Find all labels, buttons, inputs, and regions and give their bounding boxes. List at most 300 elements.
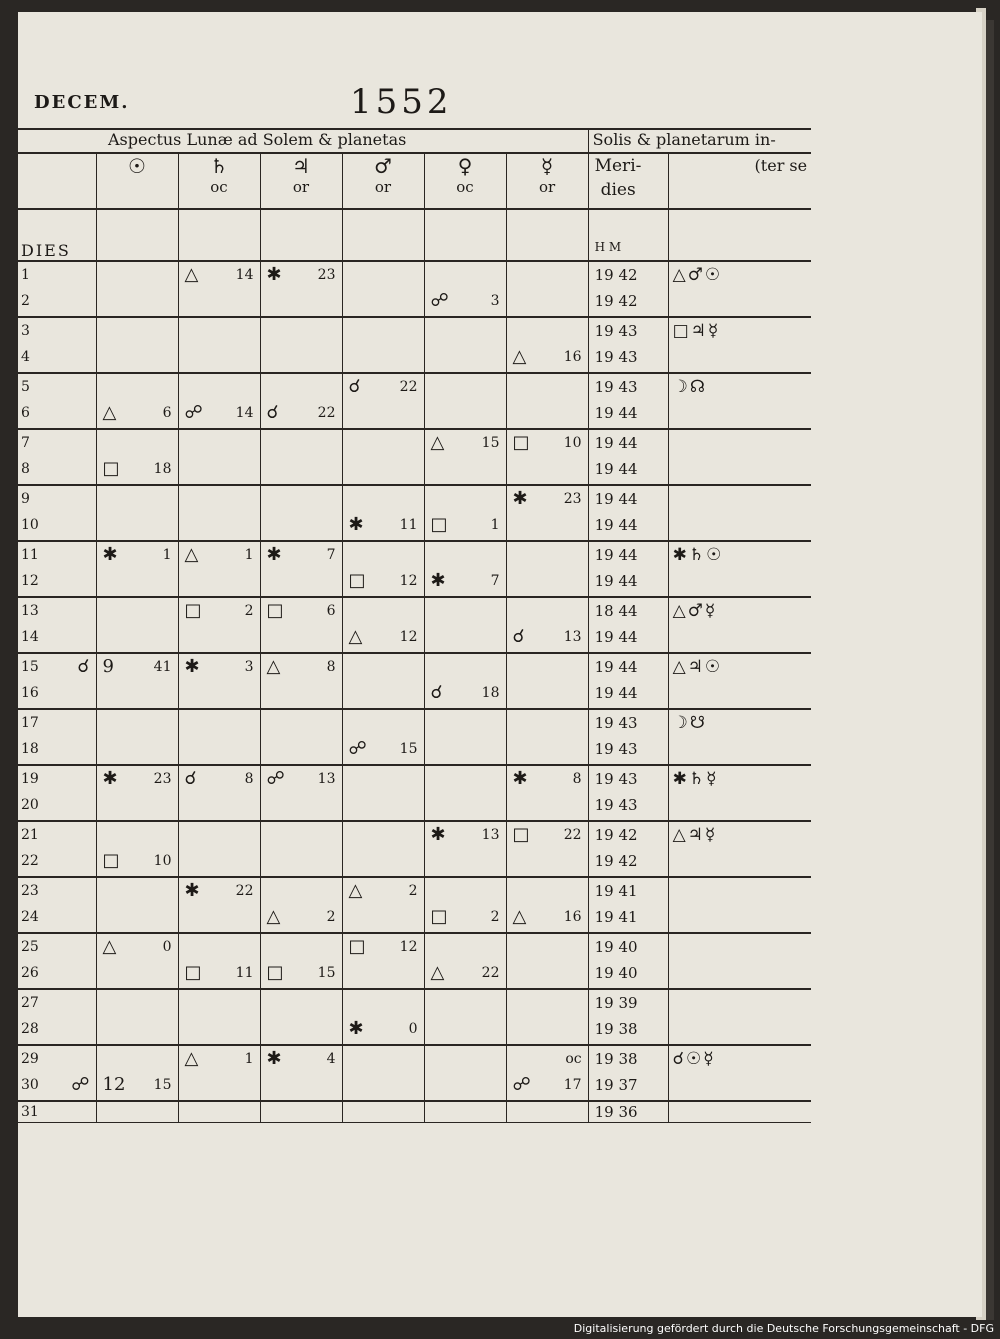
planet-header-cell xyxy=(96,153,178,209)
terse-label: (ter se xyxy=(754,156,808,175)
aspect-degree: 10 xyxy=(153,853,172,869)
meridies-cell xyxy=(588,317,668,373)
aspect-degree: 12 xyxy=(399,629,418,645)
aspect-line xyxy=(343,486,424,512)
aspect-degree: 2 xyxy=(244,603,254,619)
aspect-line xyxy=(343,1072,424,1098)
aspect-line xyxy=(343,598,424,624)
meridies-time: 19 39 xyxy=(594,994,638,1012)
aspect-line xyxy=(97,766,178,792)
aspect-line xyxy=(425,486,506,512)
day-numbers-cell xyxy=(18,541,96,597)
day-numbers-cell xyxy=(18,1045,96,1101)
day-line xyxy=(18,822,96,848)
aspect-degree: 10 xyxy=(563,435,582,451)
aspect-line xyxy=(507,374,588,400)
aspect-degree: 16 xyxy=(563,349,582,365)
aspect-cell xyxy=(506,597,588,653)
blank-cell xyxy=(506,1101,588,1123)
aspect-line xyxy=(261,512,342,538)
aspect-glyph: □ xyxy=(266,962,284,983)
aspect-line xyxy=(507,710,588,736)
day-numbers-cell xyxy=(18,429,96,485)
meridies-cell xyxy=(588,373,668,429)
aspect-line xyxy=(261,374,342,400)
aspect-cell xyxy=(178,541,260,597)
day-line xyxy=(18,1016,96,1042)
month-heading: DECEM. xyxy=(34,92,130,113)
aspect-degree: 2 xyxy=(408,883,418,899)
aspect-line xyxy=(507,736,588,762)
aspect-line xyxy=(343,766,424,792)
aspect-line xyxy=(261,262,342,288)
meridies-header xyxy=(588,153,668,209)
aspect-line xyxy=(179,878,260,904)
aspect-glyph: ✱ xyxy=(430,570,446,591)
dies-label: DIES xyxy=(21,241,71,260)
day-numbers-cell xyxy=(18,261,96,317)
aspect-cell xyxy=(424,821,506,877)
day-pair-row xyxy=(18,933,811,989)
meridies-time: 19 43 xyxy=(594,348,638,366)
aspect-degree: 17 xyxy=(563,1077,582,1093)
aspect-degree: 13 xyxy=(317,771,336,787)
aspect-line xyxy=(261,288,342,314)
aspect-line xyxy=(507,654,588,680)
aspect-line xyxy=(261,848,342,874)
aspect-degree: 23 xyxy=(153,771,172,787)
aspect-glyph: ☍ xyxy=(512,1074,531,1095)
aspect-line xyxy=(261,878,342,904)
aspect-line xyxy=(179,1046,260,1072)
aspect-glyph: ☌ xyxy=(348,376,361,397)
aspect-line xyxy=(97,486,178,512)
aspect-line xyxy=(507,430,588,456)
aspect-line xyxy=(425,654,506,680)
aspect-line xyxy=(343,374,424,400)
aspect-line xyxy=(425,288,506,314)
aspect-line xyxy=(507,1046,588,1072)
aspect-degree: 22 xyxy=(399,379,418,395)
aspect-cell xyxy=(178,429,260,485)
hm-label: H M xyxy=(594,240,622,254)
aspect-line xyxy=(179,318,260,344)
meridies-cell xyxy=(588,821,668,877)
day-pair-row xyxy=(18,821,811,877)
day-line xyxy=(18,568,96,594)
meridies-cell xyxy=(588,429,668,485)
day-line xyxy=(18,904,96,930)
aspect-line xyxy=(97,654,178,680)
aspect-line xyxy=(261,486,342,512)
aspect-line xyxy=(179,960,260,986)
aspect-degree: 22 xyxy=(563,827,582,843)
aspect-cell xyxy=(96,317,178,373)
aspect-cell xyxy=(342,989,424,1045)
dfg-footer: Digitalisierung gefördert durch die Deutsche Forschungsgemeinschaft - DFG xyxy=(573,1322,994,1335)
aspect-cell xyxy=(260,765,342,821)
aspect-glyph: △ xyxy=(266,906,281,927)
header-blank xyxy=(18,153,96,209)
hm-header-cell xyxy=(588,209,668,261)
aspect-line xyxy=(261,960,342,986)
aspect-line xyxy=(425,990,506,1016)
aspect-degree: 12 xyxy=(399,939,418,955)
aspect-glyph: ☍ xyxy=(266,768,285,789)
aspect-cell xyxy=(96,261,178,317)
aspect-line xyxy=(97,568,178,594)
meridies-time: 19 42 xyxy=(594,852,638,870)
aspect-degree: 22 xyxy=(235,883,254,899)
day-pair-row xyxy=(18,317,811,373)
aspect-line xyxy=(507,1016,588,1042)
aspect-line xyxy=(179,904,260,930)
aspect-line xyxy=(507,990,588,1016)
aspect-glyph: △ xyxy=(184,1048,199,1069)
day-line xyxy=(18,680,96,706)
day-numbers-cell xyxy=(18,653,96,709)
aspect-line xyxy=(261,344,342,370)
aspect-line xyxy=(261,934,342,960)
aspect-line xyxy=(343,542,424,568)
aspect-line xyxy=(179,848,260,874)
aspect-cell xyxy=(342,765,424,821)
aspect-line xyxy=(507,542,588,568)
meridies-cell xyxy=(588,877,668,933)
conjunction-note: ✱♄☿ xyxy=(672,769,719,789)
day-numbers-cell xyxy=(18,373,96,429)
meridies-time: 19 43 xyxy=(594,740,638,758)
aspect-line xyxy=(425,1046,506,1072)
aspect-cell xyxy=(342,317,424,373)
aspect-cell xyxy=(178,933,260,989)
meridies-time: 19 44 xyxy=(594,404,638,422)
aspect-line xyxy=(507,598,588,624)
aspect-line xyxy=(97,1016,178,1042)
aspect-degree: 6 xyxy=(326,603,336,619)
aspect-line xyxy=(97,1072,178,1098)
day-line xyxy=(18,624,96,650)
aspect-cell xyxy=(506,485,588,541)
planet-symbol: ☉ xyxy=(128,154,146,178)
year-heading: 1552 xyxy=(350,82,453,122)
aspect-glyph: ☌ xyxy=(77,656,90,677)
day-number: 9 xyxy=(21,491,30,507)
planet-symbol: ♄ xyxy=(210,154,228,178)
aspect-cell xyxy=(342,1045,424,1101)
aspect-glyph: ☍ xyxy=(348,738,367,759)
aspect-line xyxy=(507,400,588,426)
conjunction-note-cell xyxy=(668,765,811,821)
aspect-line xyxy=(261,654,342,680)
solis-title-cell xyxy=(588,129,811,153)
day-line xyxy=(18,344,96,370)
meridies-time: 19 40 xyxy=(594,938,638,956)
day-number: 30 xyxy=(21,1077,39,1093)
aspect-line xyxy=(343,568,424,594)
blank-cell xyxy=(178,209,260,261)
aspect-glyph: ☍ xyxy=(430,290,449,311)
aspect-glyph: □ xyxy=(266,600,284,621)
aspect-line xyxy=(507,624,588,650)
aspect-cell xyxy=(260,485,342,541)
meridies-time: 19 44 xyxy=(594,628,638,646)
aspect-degree: 2 xyxy=(490,909,500,925)
day-pair-row xyxy=(18,877,811,933)
day-numbers-cell xyxy=(18,989,96,1045)
day-number: 24 xyxy=(21,909,39,925)
aspect-cell xyxy=(96,989,178,1045)
aspect-degree: 18 xyxy=(153,461,172,477)
aspect-line xyxy=(507,262,588,288)
aspect-glyph: ✱ xyxy=(266,1048,282,1069)
aspect-line xyxy=(97,736,178,762)
aspect-cell xyxy=(506,261,588,317)
day-line xyxy=(18,288,96,314)
day-line xyxy=(18,512,96,538)
aspect-line xyxy=(261,598,342,624)
aspect-glyph: △ xyxy=(184,264,199,285)
aspect-degree: 1 xyxy=(490,517,500,533)
day-line xyxy=(18,878,96,904)
blank-cell xyxy=(96,1101,178,1123)
aspect-line xyxy=(97,344,178,370)
day-31-row xyxy=(18,1101,811,1123)
aspect-line xyxy=(97,710,178,736)
day-numbers-cell xyxy=(18,709,96,765)
conjunction-note-cell xyxy=(668,597,811,653)
meridies-cell xyxy=(588,1101,668,1123)
planet-symbol: ♂ xyxy=(374,154,392,178)
aspect-line xyxy=(97,598,178,624)
day-number: 28 xyxy=(21,1021,39,1037)
aspect-line xyxy=(343,736,424,762)
blank-cell xyxy=(178,1101,260,1123)
aspect-line xyxy=(97,400,178,426)
aspect-line xyxy=(343,1016,424,1042)
conjunction-note-cell xyxy=(668,429,811,485)
day-line xyxy=(18,1072,96,1098)
aspect-glyph: □ xyxy=(430,514,448,535)
day-line xyxy=(18,654,96,680)
aspect-degree: 15 xyxy=(317,965,336,981)
planet-motion: oc xyxy=(210,178,228,196)
planet-symbol: ☿ xyxy=(540,154,554,178)
meridies-time: 19 43 xyxy=(594,714,638,732)
aspect-line xyxy=(97,542,178,568)
blank-cell xyxy=(260,209,342,261)
aspect-glyph: △ xyxy=(348,880,363,901)
aspect-cell xyxy=(424,989,506,1045)
aspect-line xyxy=(261,766,342,792)
aspect-cell xyxy=(342,709,424,765)
blank-cell xyxy=(424,209,506,261)
aspect-glyph: ✱ xyxy=(184,656,200,677)
aspect-degree: 0 xyxy=(162,939,172,955)
day-line xyxy=(18,710,96,736)
aspect-degree: 1 xyxy=(244,547,254,563)
aspect-line xyxy=(97,680,178,706)
aspect-line xyxy=(179,822,260,848)
aspect-degree: 1 xyxy=(162,547,172,563)
aspect-line xyxy=(97,822,178,848)
day-pair-row xyxy=(18,429,811,485)
aspect-cell xyxy=(506,373,588,429)
aspect-cell xyxy=(342,485,424,541)
aspect-line xyxy=(179,766,260,792)
aspect-glyph: ☌ xyxy=(184,768,197,789)
aspect-degree: 13 xyxy=(563,629,582,645)
day-line xyxy=(18,960,96,986)
meridies-time: 19 44 xyxy=(594,460,638,478)
solis-title: Solis & planetarum in- xyxy=(592,130,776,149)
meridies-time: 19 42 xyxy=(594,826,638,844)
aspect-cell xyxy=(424,1045,506,1101)
aspect-line xyxy=(343,710,424,736)
meridies-time: 19 38 xyxy=(594,1050,638,1068)
aspect-cell xyxy=(506,317,588,373)
aspect-cell xyxy=(424,373,506,429)
aspect-cell xyxy=(178,597,260,653)
aspect-glyph: ✱ xyxy=(102,544,118,565)
aspect-line xyxy=(343,654,424,680)
aspect-line xyxy=(179,598,260,624)
aspect-cell xyxy=(178,317,260,373)
meridies-time: 19 37 xyxy=(594,1076,638,1094)
planet-header-row xyxy=(18,153,811,209)
day-number: 3 xyxy=(21,323,30,339)
aspect-glyph: △ xyxy=(512,346,527,367)
conjunction-note-cell xyxy=(668,877,811,933)
day-pair-row xyxy=(18,373,811,429)
aspect-glyph: ✱ xyxy=(266,544,282,565)
aspect-line xyxy=(97,960,178,986)
aspect-line xyxy=(179,792,260,818)
conjunction-note-cell xyxy=(668,989,811,1045)
aspect-line xyxy=(425,960,506,986)
aspect-line xyxy=(425,766,506,792)
day-number: 1 xyxy=(21,267,30,283)
day-number: 10 xyxy=(21,517,39,533)
meridies-cell xyxy=(588,989,668,1045)
aspect-glyph: □ xyxy=(512,432,530,453)
day-number: 19 xyxy=(21,771,39,787)
conjunction-note-cell xyxy=(668,373,811,429)
aspect-line xyxy=(97,456,178,482)
meridies-time: 19 44 xyxy=(594,684,638,702)
day-line xyxy=(18,262,96,288)
day-line xyxy=(18,792,96,818)
day-pair-row xyxy=(18,765,811,821)
aspect-line xyxy=(343,848,424,874)
aspect-line xyxy=(97,878,178,904)
meridies-cell xyxy=(588,597,668,653)
aspect-line xyxy=(507,822,588,848)
aspect-line xyxy=(507,680,588,706)
aspect-line xyxy=(97,990,178,1016)
aspect-cell xyxy=(178,877,260,933)
aspect-line xyxy=(97,512,178,538)
day-line xyxy=(18,318,96,344)
aspect-line xyxy=(179,680,260,706)
aspect-line xyxy=(343,512,424,538)
day-line xyxy=(18,934,96,960)
aspect-cell xyxy=(424,541,506,597)
meridies-time: 19 44 xyxy=(594,546,638,564)
aspect-cell xyxy=(178,485,260,541)
conjunction-note: ✱♄☉ xyxy=(672,545,724,565)
book-edge xyxy=(986,20,994,1320)
aspect-cell xyxy=(424,653,506,709)
aspect-cell xyxy=(424,933,506,989)
aspect-line xyxy=(261,318,342,344)
meridies-cell xyxy=(588,541,668,597)
conjunction-note: △♂☿ xyxy=(672,601,718,621)
aspect-line xyxy=(261,430,342,456)
planet-motion: or xyxy=(292,178,310,196)
day-number: 7 xyxy=(21,435,30,451)
aspect-line xyxy=(507,934,588,960)
aspect-line xyxy=(425,1072,506,1098)
aspect-line xyxy=(343,934,424,960)
aspect-glyph: 12 xyxy=(102,1074,126,1095)
aspect-line xyxy=(179,542,260,568)
aspect-cell xyxy=(424,429,506,485)
aspect-glyph: □ xyxy=(348,936,366,957)
meridies-time: 19 42 xyxy=(594,266,638,284)
aspect-line xyxy=(343,822,424,848)
aspect-line xyxy=(179,568,260,594)
day-pair-row xyxy=(18,261,811,317)
aspect-line xyxy=(343,288,424,314)
aspect-line xyxy=(261,904,342,930)
meridies-cell xyxy=(588,933,668,989)
aspect-line xyxy=(507,904,588,930)
conjunction-note-cell xyxy=(668,485,811,541)
day-pair-row xyxy=(18,485,811,541)
aspect-line xyxy=(425,344,506,370)
aspect-degree: 2 xyxy=(326,909,336,925)
blank-cell xyxy=(260,1101,342,1123)
conjunction-note-cell xyxy=(668,317,811,373)
day-number: 12 xyxy=(21,573,39,589)
aspect-cell xyxy=(424,765,506,821)
aspect-line xyxy=(261,1046,342,1072)
aspect-line xyxy=(343,1046,424,1072)
aspect-line xyxy=(425,792,506,818)
aspect-glyph: □ xyxy=(184,962,202,983)
aspect-line xyxy=(97,904,178,930)
day-pair-row xyxy=(18,653,811,709)
aspect-line xyxy=(343,878,424,904)
conjunction-note-cell xyxy=(668,933,811,989)
conjunction-note: △♂☉ xyxy=(672,265,723,285)
aspect-glyph: △ xyxy=(102,402,117,423)
aspect-cell xyxy=(342,653,424,709)
aspect-glyph: ✱ xyxy=(266,264,282,285)
aspect-cell xyxy=(424,485,506,541)
aspect-cell xyxy=(260,373,342,429)
aspect-cell xyxy=(260,317,342,373)
aspect-glyph: ✱ xyxy=(512,488,528,509)
aspect-cell xyxy=(342,933,424,989)
aspect-glyph: △ xyxy=(266,656,281,677)
conjunction-note-cell xyxy=(668,541,811,597)
aspect-line xyxy=(425,262,506,288)
aspect-glyph: □ xyxy=(102,850,120,871)
day-number: 20 xyxy=(21,797,39,813)
aspect-cell xyxy=(342,821,424,877)
